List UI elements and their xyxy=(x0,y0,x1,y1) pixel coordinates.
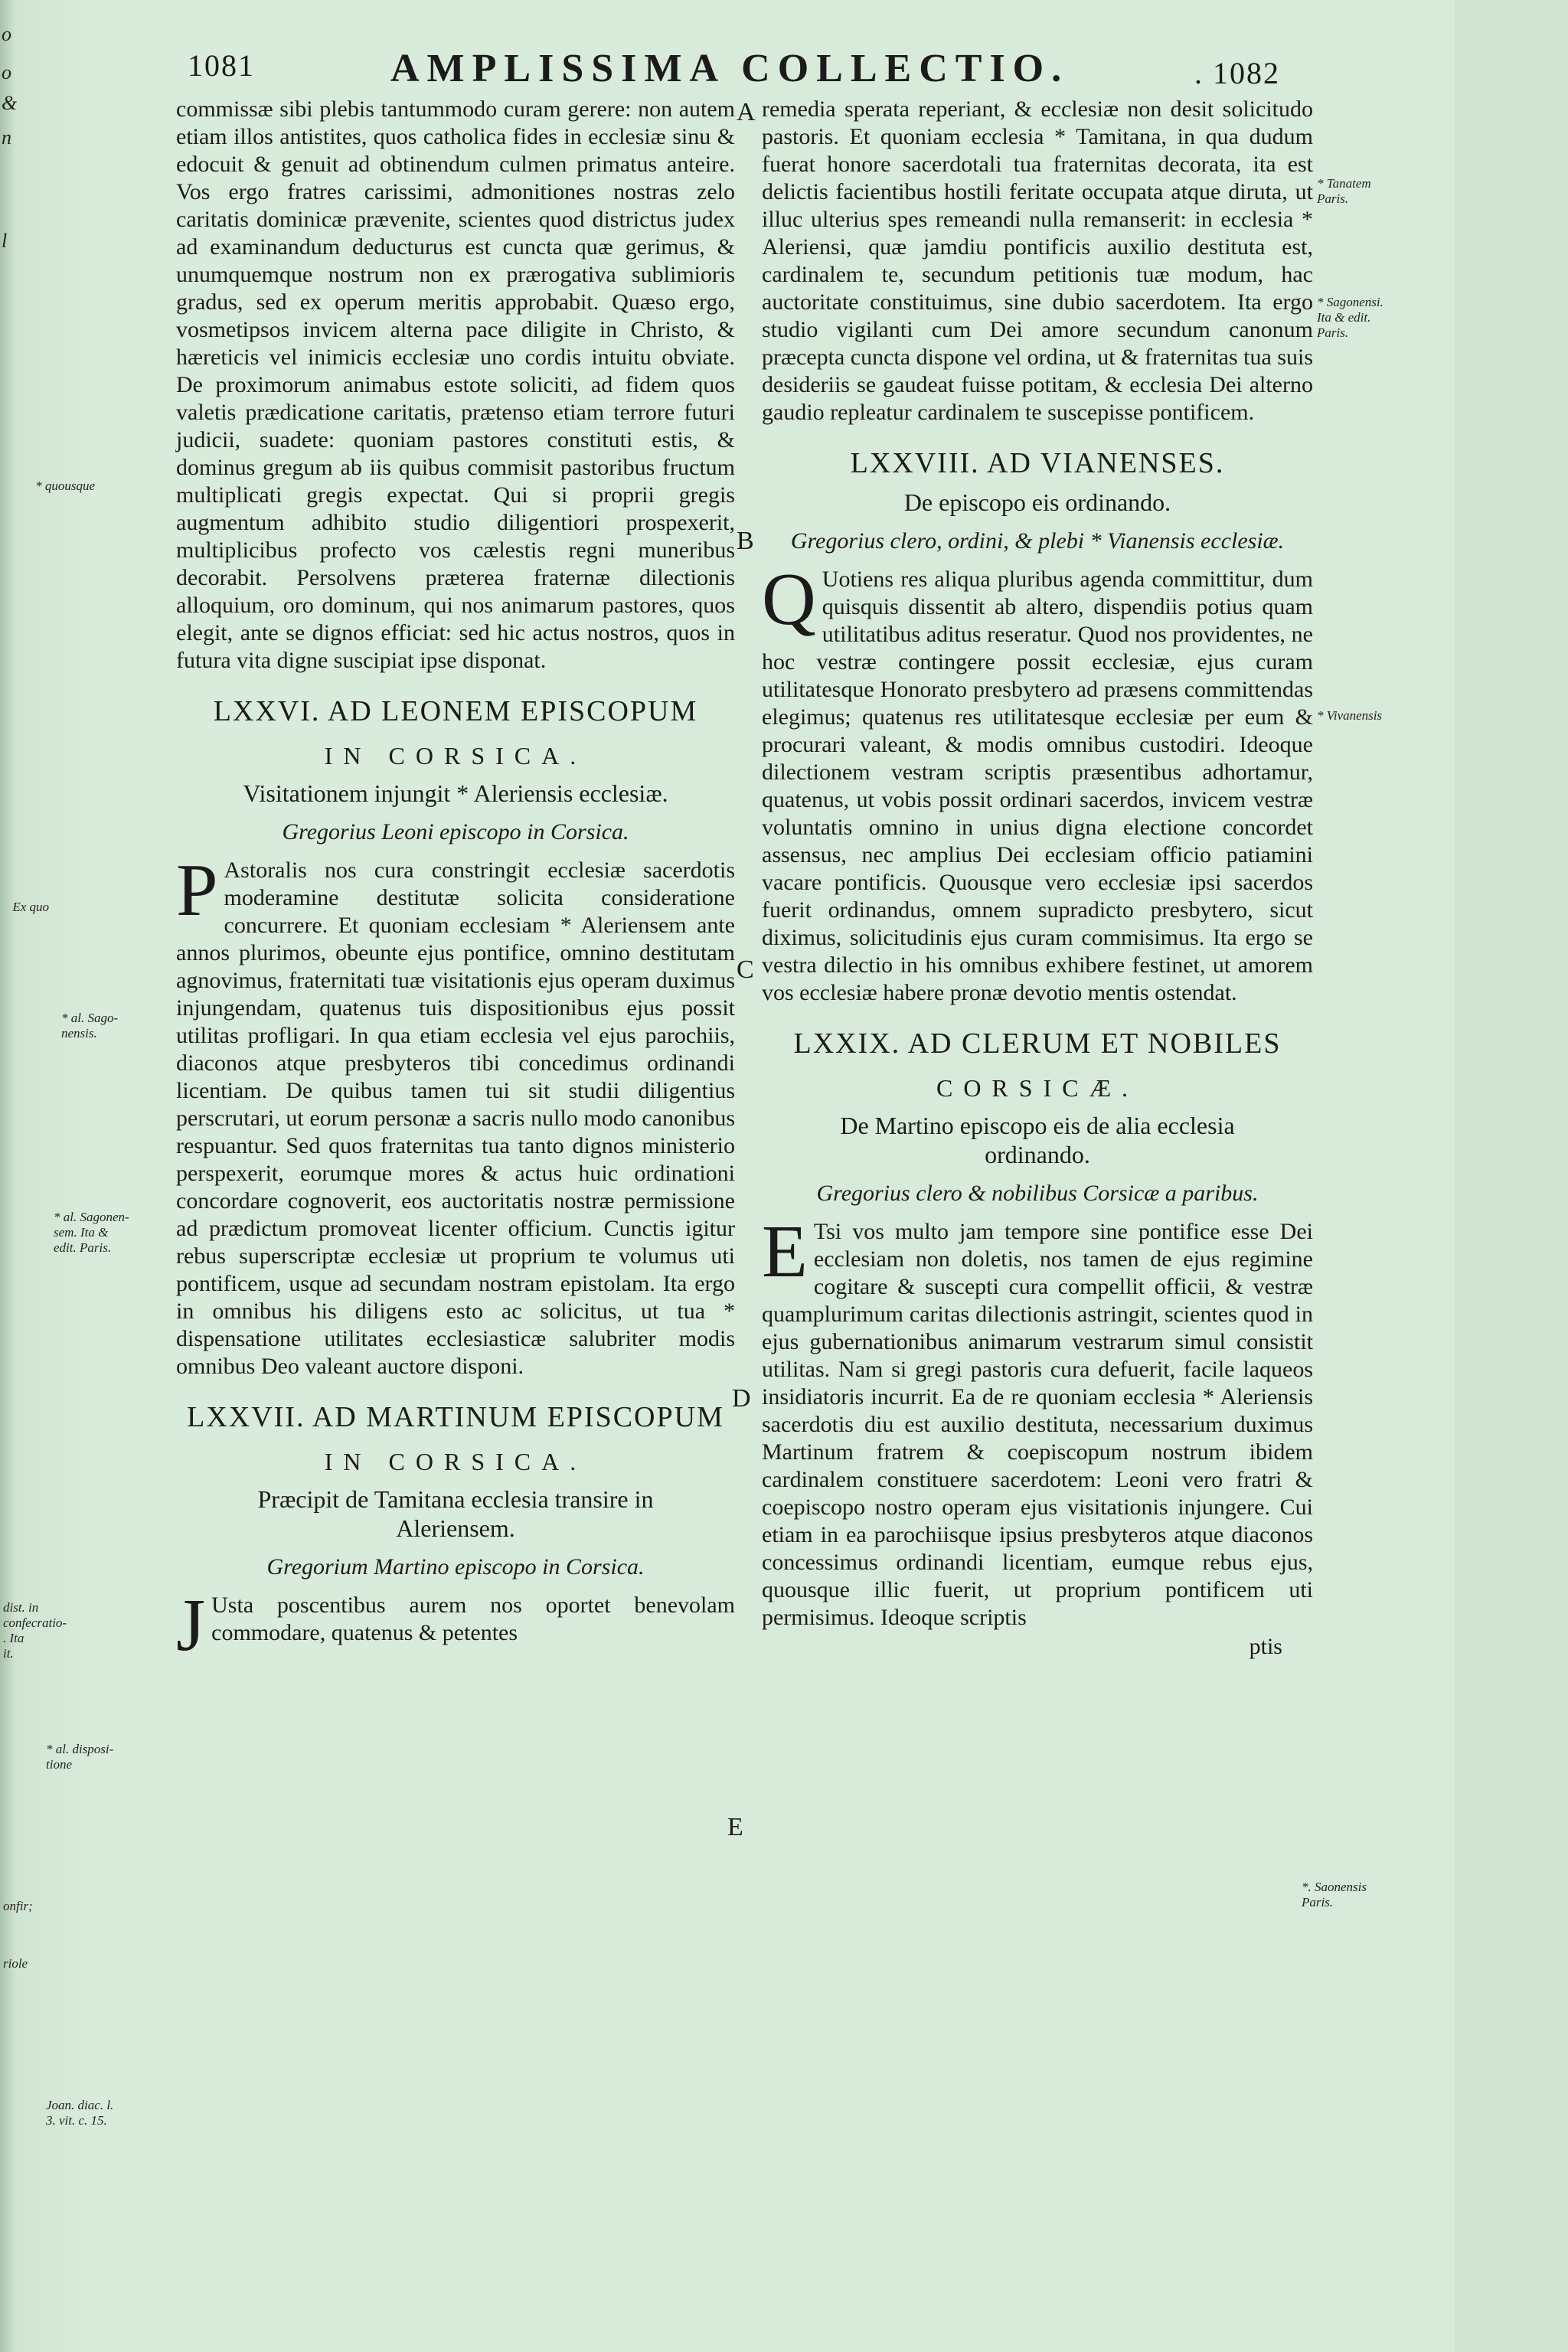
page-number-right: . 1082 xyxy=(1194,56,1280,90)
body-paragraph: remedia sperata reperiant, & ecclesiæ non desit solicitudo pastoris. Et quoniam ecclesia * Tamitana, in qua dudum fuerat honore sacerdotali tua fraternitas decorata, ita est delictis facientibus hostili feritate occupata atque diruta, ut illuc ulterius spes remeandi nulla remanserit: in ecclesia * Aleriensi, quæ jamdiu pontificis auxilio destituta est, cardinalem te, secundum petitionis tuæ modum, hac auctoritate constituimus, sine dubio sacerdotem. Ita ergo studio vigilanti cum Dei amore secundum canonum præcepta cuncta dispone vel ordina, ut & fraternitas tua suis desideriis se gaudeat fuisse potitam, & ecclesia Dei alterno gaudio repleatur cardinalem te suscepisse pontificem. xyxy=(762,96,1313,425)
edge-fragment: & xyxy=(2,92,18,114)
catchword: ptis xyxy=(1249,1634,1282,1659)
page-number-left: 1081 xyxy=(188,48,255,83)
margin-note: Joan. diac. l. 3. vit. c. 15. xyxy=(46,2098,114,2128)
letter-subheading: IN CORSICA. xyxy=(324,742,587,769)
margin-note: * Tanatem Paris. xyxy=(1317,176,1371,206)
letter-addressee: Gregorius Leoni episcopo in Corsica. xyxy=(282,819,629,844)
right-page-margin xyxy=(1455,0,1568,2352)
drop-cap: E xyxy=(762,1210,808,1293)
drop-cap: J xyxy=(176,1584,206,1667)
page-header xyxy=(176,47,1325,101)
section-marker-a: A xyxy=(737,98,756,126)
letter-subheading: IN CORSICA. xyxy=(324,1448,587,1475)
letter-addressee: Gregorius clero & nobilibus Corsicæ a paribus. xyxy=(816,1181,1259,1206)
letter-heading-79: LXXIX. AD CLERUM ET NOBILES xyxy=(793,1027,1282,1060)
margin-note: * al. Sagonen- sem. Ita & edit. Paris. xyxy=(54,1210,129,1255)
letter-summary: Visitationem injungit * Aleriensis ecclesiæ. xyxy=(243,779,668,807)
letter-subheading: CORSICÆ. xyxy=(936,1074,1139,1102)
margin-note: * Sagonensi. Ita & edit. Paris. xyxy=(1317,295,1383,340)
letter-text: Usta poscentibus aurem nos oportet benevolam commodare, quatenus & petentes xyxy=(211,1592,735,1645)
letter-body xyxy=(762,558,1313,1007)
section-marker-d: D xyxy=(732,1384,751,1413)
letter-summary: Præcipit de Tamitana ecclesia transire in Aleriensem. xyxy=(257,1485,654,1542)
section-marker-c: C xyxy=(737,956,754,984)
letter-body xyxy=(176,849,735,1380)
margin-note: * al. disposi- tione xyxy=(46,1742,114,1772)
letter-body xyxy=(176,1584,735,1667)
margin-note: dist. in confecratio- . Ita it. xyxy=(3,1600,67,1661)
letter-text: Tsi vos multo jam tempore sine pontifice esse Dei ecclesiam non doletis, nos tamen de ejus regimine cogitare & suscepti cura compellit officii, & vestræ quamplurimum caritas dilectionis astringit, scientes quod in ejus gubernationibus animarum vestrarum simul consistit utilitas. Nam si gregi pastoris cura defuerit, facile laqueos insidiatoris incurrit. Ea de re quoniam ecclesia * Aleriensis sacerdotis diu est auxilio destituta, necessarium duximus Martinum fratrem & coepiscopum nostrum ibidem cardinalem constituere sacerdotem: Leoni vero fratri & coepiscopo nostro operam ejus visitationis injungere. Cui etiam in ea parochiisque ipsius presbyteros atque diaconos concessimus ordinandi licentiam, eumque rebus ejus, quousque illic fuerit, ut proprium pontificem uti permisimus. Ideoque scriptis xyxy=(762,1219,1313,1630)
margin-note: riole xyxy=(3,1956,28,1971)
section-marker-b: B xyxy=(737,527,754,555)
right-column xyxy=(762,96,1313,1661)
body-paragraph: commissæ sibi plebis tantummodo curam gerere: non autem etiam illos antistites, quos catholica fides in ecclesiæ sinu & edocuit & genuit ad obtinendum culmen primatus anteire. Vos ergo fratres carissimi, admonitiones nostras zelo caritatis dominicæ prævenite, scientes quod districtus judex ad examinandum deducturus est cuncta quæ gerimus, & unumquemque nostrum non ex prærogativa sublimioris gradus, sed ex operum meritis approbabit. Quæso ergo, vosmetipsos invicem alterna pace diligite in Christo, & hæreticis vel inimicis ecclesiæ uno cordis intuitu obviate. De proximorum animabus estote soliciti, ad fidem quos valetis prædicatione caritatis, prætenso etiam terrore futuri judicii, suadete: quoniam pastores constituti estis, & dominus gregum ab iis quibus commisit pastoribus fructum multiplicati gregis expectat. Qui si proprii gregis augmentum adhibito studio diligentiori prospexerit, multiplicibus profecto vos cælestis regni muneribus decorabit. Persolvens præterea fraternæ dilectionis alloquium, oro dominum, qui nos animarum pastores, quos elegit, ante se dignos efficiat: sed hic actus nostros, quos in futura vita digne suscipiat ipse disponat. xyxy=(176,96,735,673)
edge-fragment: o xyxy=(2,61,11,83)
drop-cap: P xyxy=(176,849,218,932)
margin-note: * al. Sago- nensis. xyxy=(61,1011,119,1040)
edge-fragment: l xyxy=(2,230,8,252)
edge-fragment: o xyxy=(2,23,11,45)
letter-addressee: Gregorium Martino episcopo in Corsica. xyxy=(266,1554,645,1579)
letter-text: Astoralis nos cura constringit ecclesiæ sacerdotis moderamine destitutæ solicita consideratione concurrere. Et quoniam ecclesiam * Aleriensem ante annos plurimos, obeunte ejus pontifice, omnino destitutam agnovimus, fraternitati tuæ visitationis ejus operam duximus injungendam, quatenus tuis dispositionibus ejus possit utilitas profligari. In qua etiam ecclesia vel ejus parochiis, diaconos atque presbyteros tibi concedimus ordinandi licentiam. De quibus tamen tui sit studii diligentius perscrutari, ut eorum personæ a sacris nullo modo canonibus respuantur. Sed quos fraternitas tua tanto dignos ministerio perspexerit, eorumque mores & actus huic ordinationi concordare cognoverit, eos auctoritatis nostræ permissione ad prædictum promoveat licenter officium. Cunctis igitur rebus superscriptæ ecclesiæ ut proprium te volumus uti pontificem, usque ad secundam nostram epistolam. Ita ergo in omnibus his diligens esto ac solicitus, ut tua * dispensatione utilitates ecclesiasticæ salubriter modis omnibus Deo valeant auctore disponi. xyxy=(176,858,735,1379)
margin-note: * Vivanensis xyxy=(1317,708,1383,723)
left-column xyxy=(176,96,735,1667)
margin-note: Ex quo xyxy=(12,900,49,914)
running-title: AMPLISSIMA COLLECTIO. xyxy=(390,47,1070,90)
letter-text: Uotiens res aliqua pluribus agenda committitur, dum quisquis dissentit ab altero, dispendiis potius quam utilitatibus aditus reseratur. Quod nos providentes, ne hoc vestræ contingere possit ecclesiæ, ejus curam utilitatesque Honorato presbytero ad præsens committendas elegimus; quatenus res utilitatesque ecclesiæ per eum & procurari valeant, & modis omnibus custodiri. Ideoque dilectionem vestram scriptis præsentibus adhortamur, quatenus, ut vobis possit ordinari sacerdos, invicem vestræ voluntatis omnino in unius digna electione concordet assensus, nec amplius Dei ecclesiam officio patiamini vacare pontificis. Quousque vero ecclesiæ ipsi sacerdos fuerit ordinandus, omnem supradicto presbytero, sicut diximus, solicitudinis ejus curam commisimus. Ita ergo se vestra dilectio in his omnibus exhibere festinet, ut amorem vos ecclesiæ habere pronæ devotio mentis ostendat. xyxy=(762,567,1313,1005)
letter-summary: De episcopo eis ordinando. xyxy=(903,488,1171,516)
margin-note: onfir; xyxy=(3,1899,33,1913)
letter-summary: De Martino episcopo eis de alia ecclesia ordinando. xyxy=(840,1112,1235,1168)
section-marker-e: E xyxy=(727,1813,743,1841)
edge-fragment: n xyxy=(2,126,11,149)
margin-note: * quousque xyxy=(35,479,95,493)
margin-note: *. Saonensis Paris. xyxy=(1302,1880,1367,1909)
letter-addressee: Gregorius clero, ordini, & plebi * Vianensis ecclesiæ. xyxy=(790,528,1285,554)
letter-heading-77: LXXVII. AD MARTINUM EPISCOPUM xyxy=(187,1401,724,1433)
drop-cap: Q xyxy=(762,558,816,641)
letter-heading-76: LXXVI. AD LEONEM EPISCOPUM xyxy=(213,695,698,727)
letter-body xyxy=(762,1210,1313,1632)
letter-heading-78: LXXVIII. AD VIANENSES. xyxy=(850,447,1225,479)
